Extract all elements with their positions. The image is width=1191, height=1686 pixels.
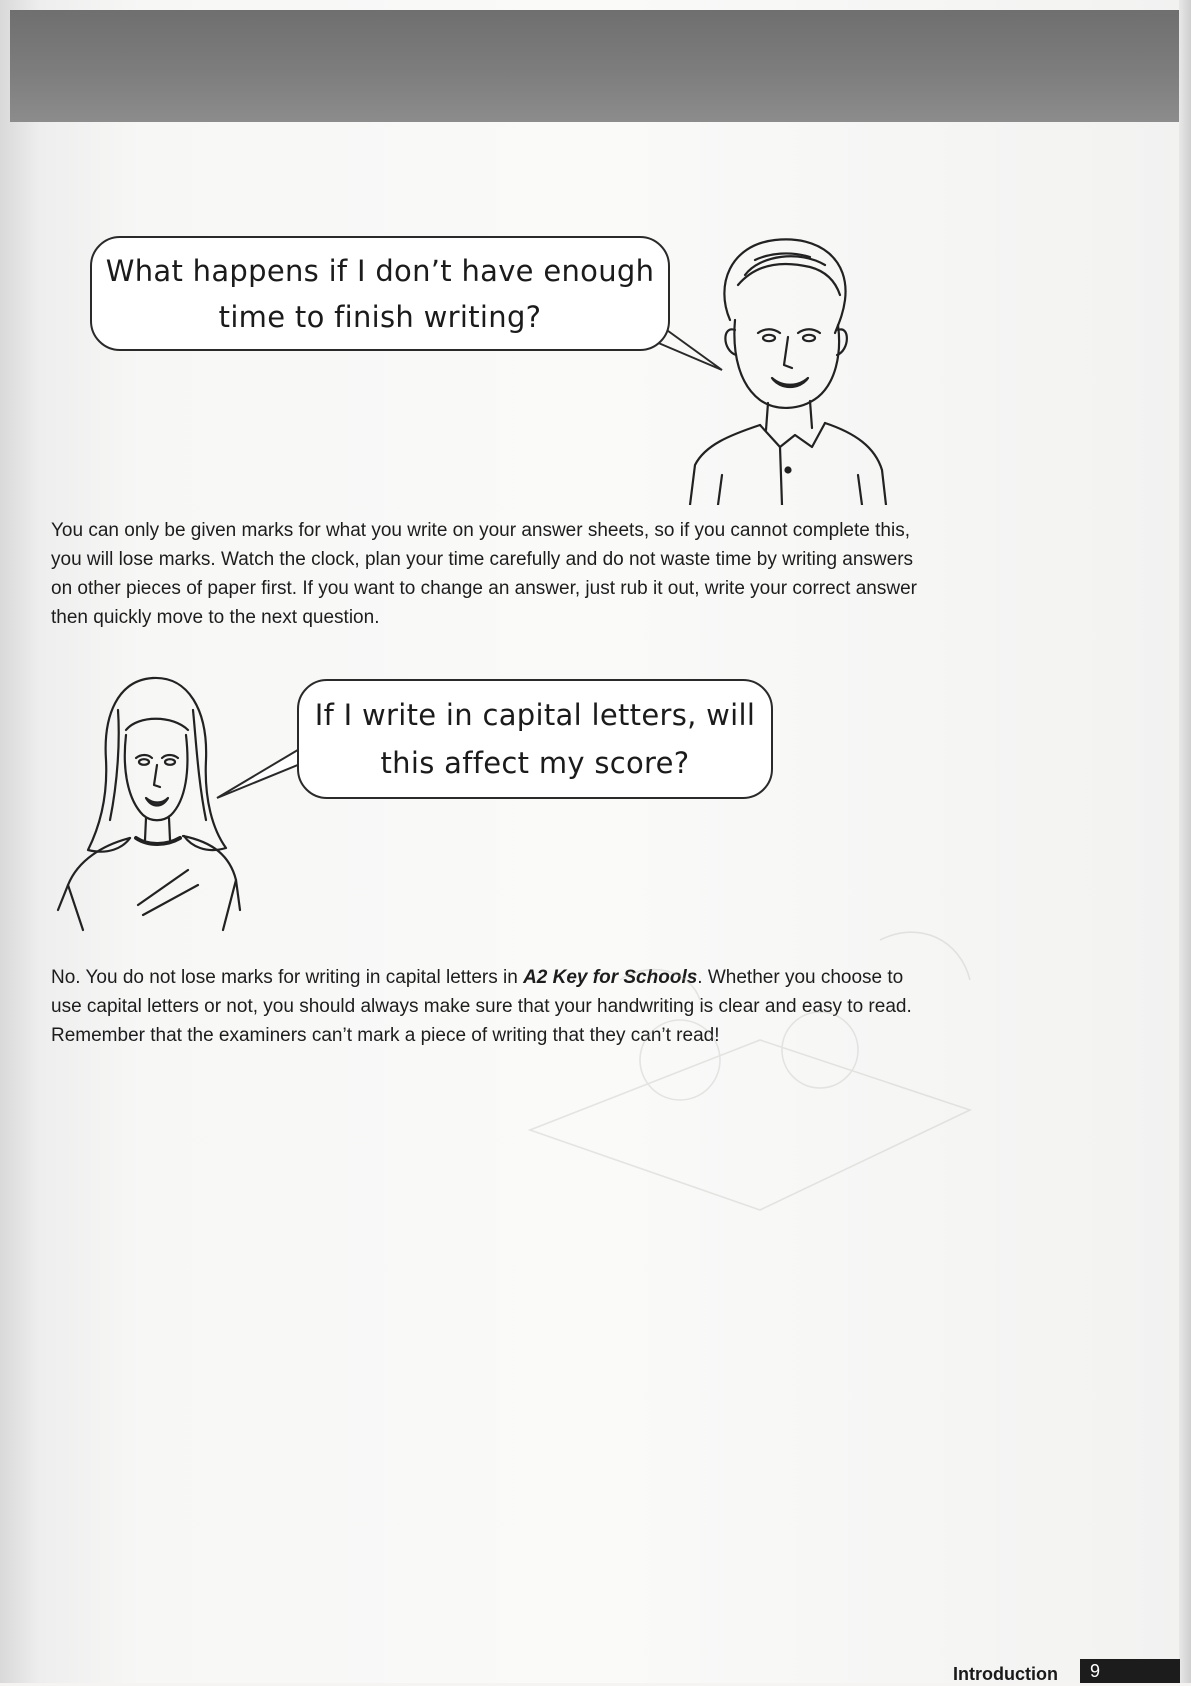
question-bubble-2 (297, 679, 773, 799)
bubble-2-line-1: If I write in capital letters, will (314, 698, 756, 732)
bubble-1-line-1: What happens if I don’t have enough (105, 254, 655, 288)
show-through-illustration (500, 880, 1020, 1280)
answer-2-rest: . Whether you choose to use capital letters or not, you should always make sure that your handwriting is clear and easy to read. Remember that the examiners can’t mark a piece of writing that they can’t read! (51, 967, 912, 1046)
page-number: 9 (1080, 1659, 1180, 1683)
bubble-1-line-2: time to finish writing? (218, 300, 542, 334)
answer-1-paragraph: You can only be given marks for what you write on your answer sheets, so if you cannot complete this, you will lose marks. Watch the clock, plan your time carefully and do not waste time by writing answers on other pieces of paper first. If you want to change an answer, just rub it out, write your correct answer then quickly move to the next question. (51, 520, 917, 628)
question-bubble-1 (90, 236, 670, 351)
top-header-band (10, 10, 1180, 122)
girl-illustration (48, 670, 308, 940)
bubble-2-line-2: this affect my score? (380, 746, 690, 780)
page-edge-shadow (1179, 0, 1191, 1683)
footer-section-title: Introduction (953, 1664, 1058, 1684)
exam-name: A2 Key for Schools (523, 967, 698, 988)
answer-2-lead: No. You do not lose marks for writing in capital letters in (51, 967, 524, 988)
